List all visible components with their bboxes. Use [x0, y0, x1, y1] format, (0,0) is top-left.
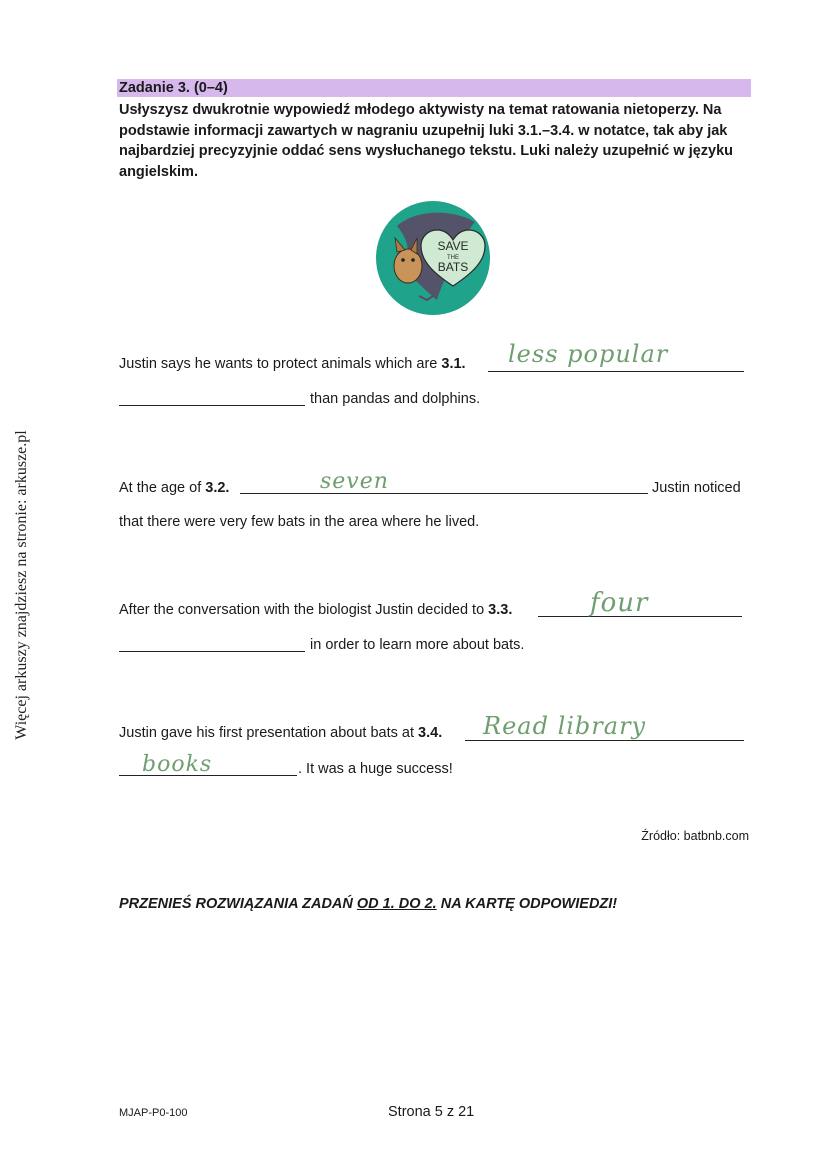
- save-the-bats-logo: [375, 200, 491, 316]
- item-3-4-number: 3.4.: [418, 725, 443, 741]
- item-3-2-number: 3.2.: [205, 480, 230, 496]
- task-instructions: Usłyszysz dwukrotnie wypowiedź młodego aktywisty na temat ratowania nietoperzy. Na podstawie informacji zawartych w nagraniu uzupełnij luki 3.1.–3.4. w notatce, tak aby jak najbardziej precyzyjnie oddać sens wysłuchanego tekstu. Luki należy uzupełnić w języku angielskim.: [119, 102, 734, 180]
- item-3-4-blank[interactable]: [465, 740, 744, 741]
- item-3-4-prefix: Justin gave his first presentation about bats at 3.4.: [119, 725, 443, 741]
- side-note: Więcej arkuszy znajdziesz na stronie: arkusze.pl: [13, 430, 30, 740]
- item-3-1-prefix: Justin says he wants to protect animals which are 3.1.: [119, 356, 466, 372]
- logo-text-bats: BATS: [437, 260, 469, 274]
- item-3-3-continuation: in order to learn more about bats.: [310, 637, 525, 653]
- item-3-2-continuation: that there were very few bats in the area where he lived.: [119, 514, 480, 530]
- footer-page-number: Strona 5 z 21: [388, 1104, 475, 1120]
- item-3-2-suffix: Justin noticed: [652, 480, 741, 496]
- item-3-4-continuation: . It was a huge success!: [298, 761, 453, 777]
- item-3-1-continuation: than pandas and dolphins.: [310, 391, 481, 407]
- item-3-1-blank-cont[interactable]: [119, 405, 305, 406]
- logo-text-save: SAVE: [437, 239, 469, 253]
- item-3-4-answer-cont: books: [142, 752, 213, 777]
- transfer-instruction: PRZENIEŚ ROZWIĄZANIA ZADAŃ OD 1. DO 2. NA KARTĘ ODPOWIEDZI!: [119, 896, 618, 912]
- item-3-3-blank-cont[interactable]: [119, 651, 305, 652]
- task-title: Zadanie 3. (0–4): [117, 79, 751, 97]
- item-3-4-answer: Read library: [483, 712, 647, 740]
- item-3-2-blank[interactable]: [240, 493, 648, 494]
- item-3-1-number: 3.1.: [441, 356, 466, 372]
- source-credit: Źródło: batbnb.com: [641, 829, 749, 843]
- item-3-1-blank[interactable]: [488, 371, 744, 372]
- item-3-3-number: 3.3.: [488, 602, 513, 618]
- transfer-range: OD 1. DO 2.: [356, 896, 437, 912]
- item-3-2-answer: seven: [320, 469, 389, 494]
- footer-code: MJAP-P0-100: [119, 1107, 188, 1119]
- logo-text-the: THE: [447, 255, 459, 261]
- item-3-1-answer: less popular: [508, 340, 669, 368]
- item-3-3-answer: four: [590, 588, 649, 618]
- item-3-3-prefix: After the conversation with the biologist Justin decided to 3.3.: [119, 602, 513, 618]
- bat-body-icon: [394, 249, 422, 283]
- item-3-2-prefix: At the age of 3.2.: [119, 480, 230, 496]
